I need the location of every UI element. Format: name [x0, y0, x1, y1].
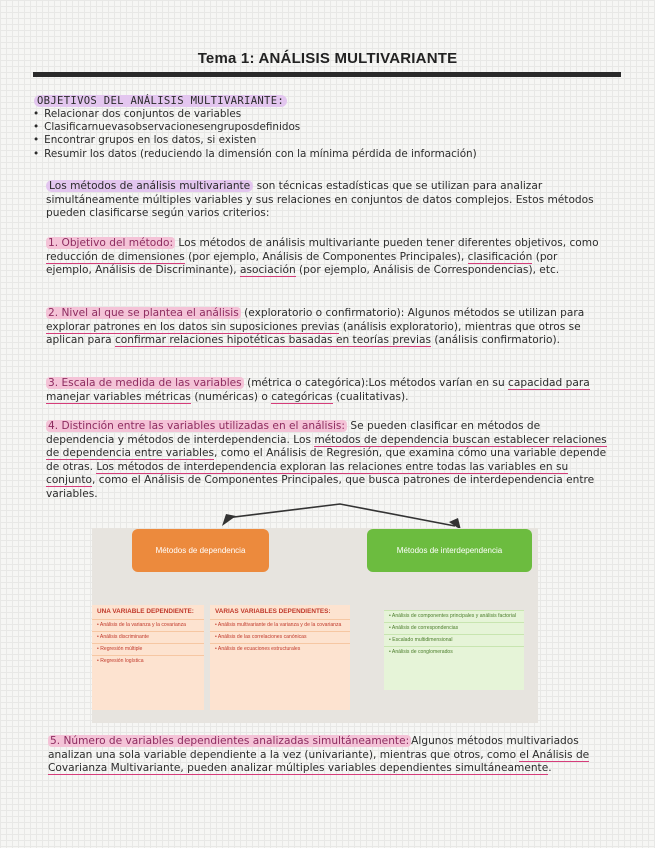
list-item: • Análisis discriminante — [92, 631, 204, 643]
list-item: • Regresión logística — [92, 655, 204, 667]
objectives-heading-text: OBJETIVOS DEL ANÁLISIS MULTIVARIANTE: — [34, 95, 287, 107]
section-2-underline: confirmar relaciones hipotéticas basadas en teorías previas — [114, 334, 431, 346]
section-3-text: (métrica o categórica):Los métodos varían en su — [243, 377, 509, 389]
section-2-head: 2. Nivel al que se plantea el análisis — [48, 307, 239, 319]
list-item: • Escalado multidimensional — [384, 634, 524, 646]
section-1-underline: asociación — [239, 264, 296, 276]
section-2-text: (exploratorio o confirmatorio): Algunos métodos se utilizan para — [240, 307, 585, 319]
section-3-head: 3. Escala de medida de las variables — [48, 377, 242, 389]
section-3-underline: capacidad para manejar variables métricas — [46, 377, 590, 403]
section-4-text: , como el Análisis de Regresión, que examina cómo una variable depende de otras. — [46, 447, 607, 473]
list-item: • Análisis de conglomerados — [384, 646, 524, 658]
section-3-underline: categóricas — [271, 390, 333, 403]
section-1-text: (por ejemplo, Análisis de Componentes Principales), — [184, 250, 468, 263]
section-5-text: Algunos métodos multivariados analizan una sola variable dependiente a la vez (univariante), mientras que otros, como — [48, 735, 579, 761]
dependence-methods-box: Métodos de dependencia — [132, 529, 269, 572]
list-item: • Encontrar grupos en los datos, si existen — [33, 134, 477, 147]
page-title: Tema 1: ANÁLISIS MULTIVARIANTE — [197, 50, 458, 67]
section-4-head: 4. Distinción entre las variables utilizadas en el análisis: — [48, 420, 345, 432]
section-5-underline: el Análisis de Covarianza Multivariante, pueden analizar múltiples variables dependientes simultáneamente — [48, 748, 590, 774]
section-1-head: 1. Objetivo del método: — [48, 237, 174, 249]
section-2-underline: explorar patrones en los datos sin suposiciones previas — [46, 320, 340, 333]
intro-highlight: Los métodos de análisis multivariante — [46, 180, 253, 192]
section-4-underline: Los métodos de interdependencia exploran las relaciones entre todas las variables en su conjunto — [46, 460, 569, 486]
one-dependent-variable-box — [92, 605, 204, 710]
list-item: • Relacionar dos conjuntos de variables — [33, 108, 477, 121]
section-1-underline: clasificación — [467, 250, 533, 263]
section-4-text: , como el Análisis de Componentes Principales, que busca patrones de interdependencia entre variables. — [46, 474, 595, 500]
list-item: • Regresión múltiple — [92, 643, 204, 655]
section-3-text: (numéricas) o — [190, 390, 272, 403]
list-item: • Análisis de correspondencias — [384, 622, 524, 634]
interdependence-methods-box: Métodos de interdependencia — [367, 529, 532, 572]
section-1-text: (por ejemplo, Análisis de Correspondencias), etc. — [295, 264, 560, 276]
list-item: • Resumir los datos (reduciendo la dimensión con la mínima pérdida de información) — [33, 148, 477, 161]
list-item: • Análisis de las correlaciones canónicas — [210, 631, 350, 643]
methods-diagram — [92, 528, 538, 723]
list-item: • Análisis de ecuaciones estructurales — [210, 643, 350, 655]
multiple-dependent-heading: VARIAS VARIABLES DEPENDIENTES: — [215, 608, 331, 615]
section-5 — [48, 735, 618, 776]
section-2-text: (análisis exploratorio), mientras que otros se aplican para — [46, 320, 581, 346]
section-1-text: (por ejemplo, Análisis de Discriminante), — [46, 250, 558, 276]
section-3-text: (cualitativas). — [332, 390, 409, 403]
list-item: • Análisis multivariante de la varianza y de la covarianza — [210, 619, 350, 631]
section-4-text: Se pueden clasificar en métodos de dependencia y métodos de interdependencia. Los — [46, 420, 541, 446]
list-item: • Análisis de la varianza y la covarianza — [92, 619, 204, 631]
intro-text: son técnicas estadísticas que se utilizan para analizar simultáneamente múltiples variables y sus relaciones en conjuntos de datos complejos. Estos métodos pueden clasificarse según varios criterios: — [46, 180, 594, 219]
list-item: • Clasificarnuevasobservacionesengruposdefinidos — [33, 121, 477, 134]
section-4-underline: métodos de dependencia buscan establecer relaciones de dependencia entre variables — [46, 433, 607, 459]
interdependence-list-box — [384, 610, 524, 690]
section-2-text: (análisis confirmatorio). — [430, 334, 560, 346]
section-1-underline: reducción de dimensiones — [46, 250, 185, 263]
multiple-dependent-variables-box — [210, 605, 350, 710]
section-1-text: Los métodos de análisis multivariante pueden tener diferentes objetivos, como — [175, 237, 599, 249]
section-5-head: 5. Número de variables dependientes analizadas simultáneamente: — [50, 735, 410, 747]
one-dependent-heading: UNA VARIABLE DEPENDIENTE: — [97, 608, 194, 615]
list-item: • Análisis de componentes principales y análisis factorial — [384, 610, 524, 622]
section-5-text: . — [548, 762, 552, 774]
